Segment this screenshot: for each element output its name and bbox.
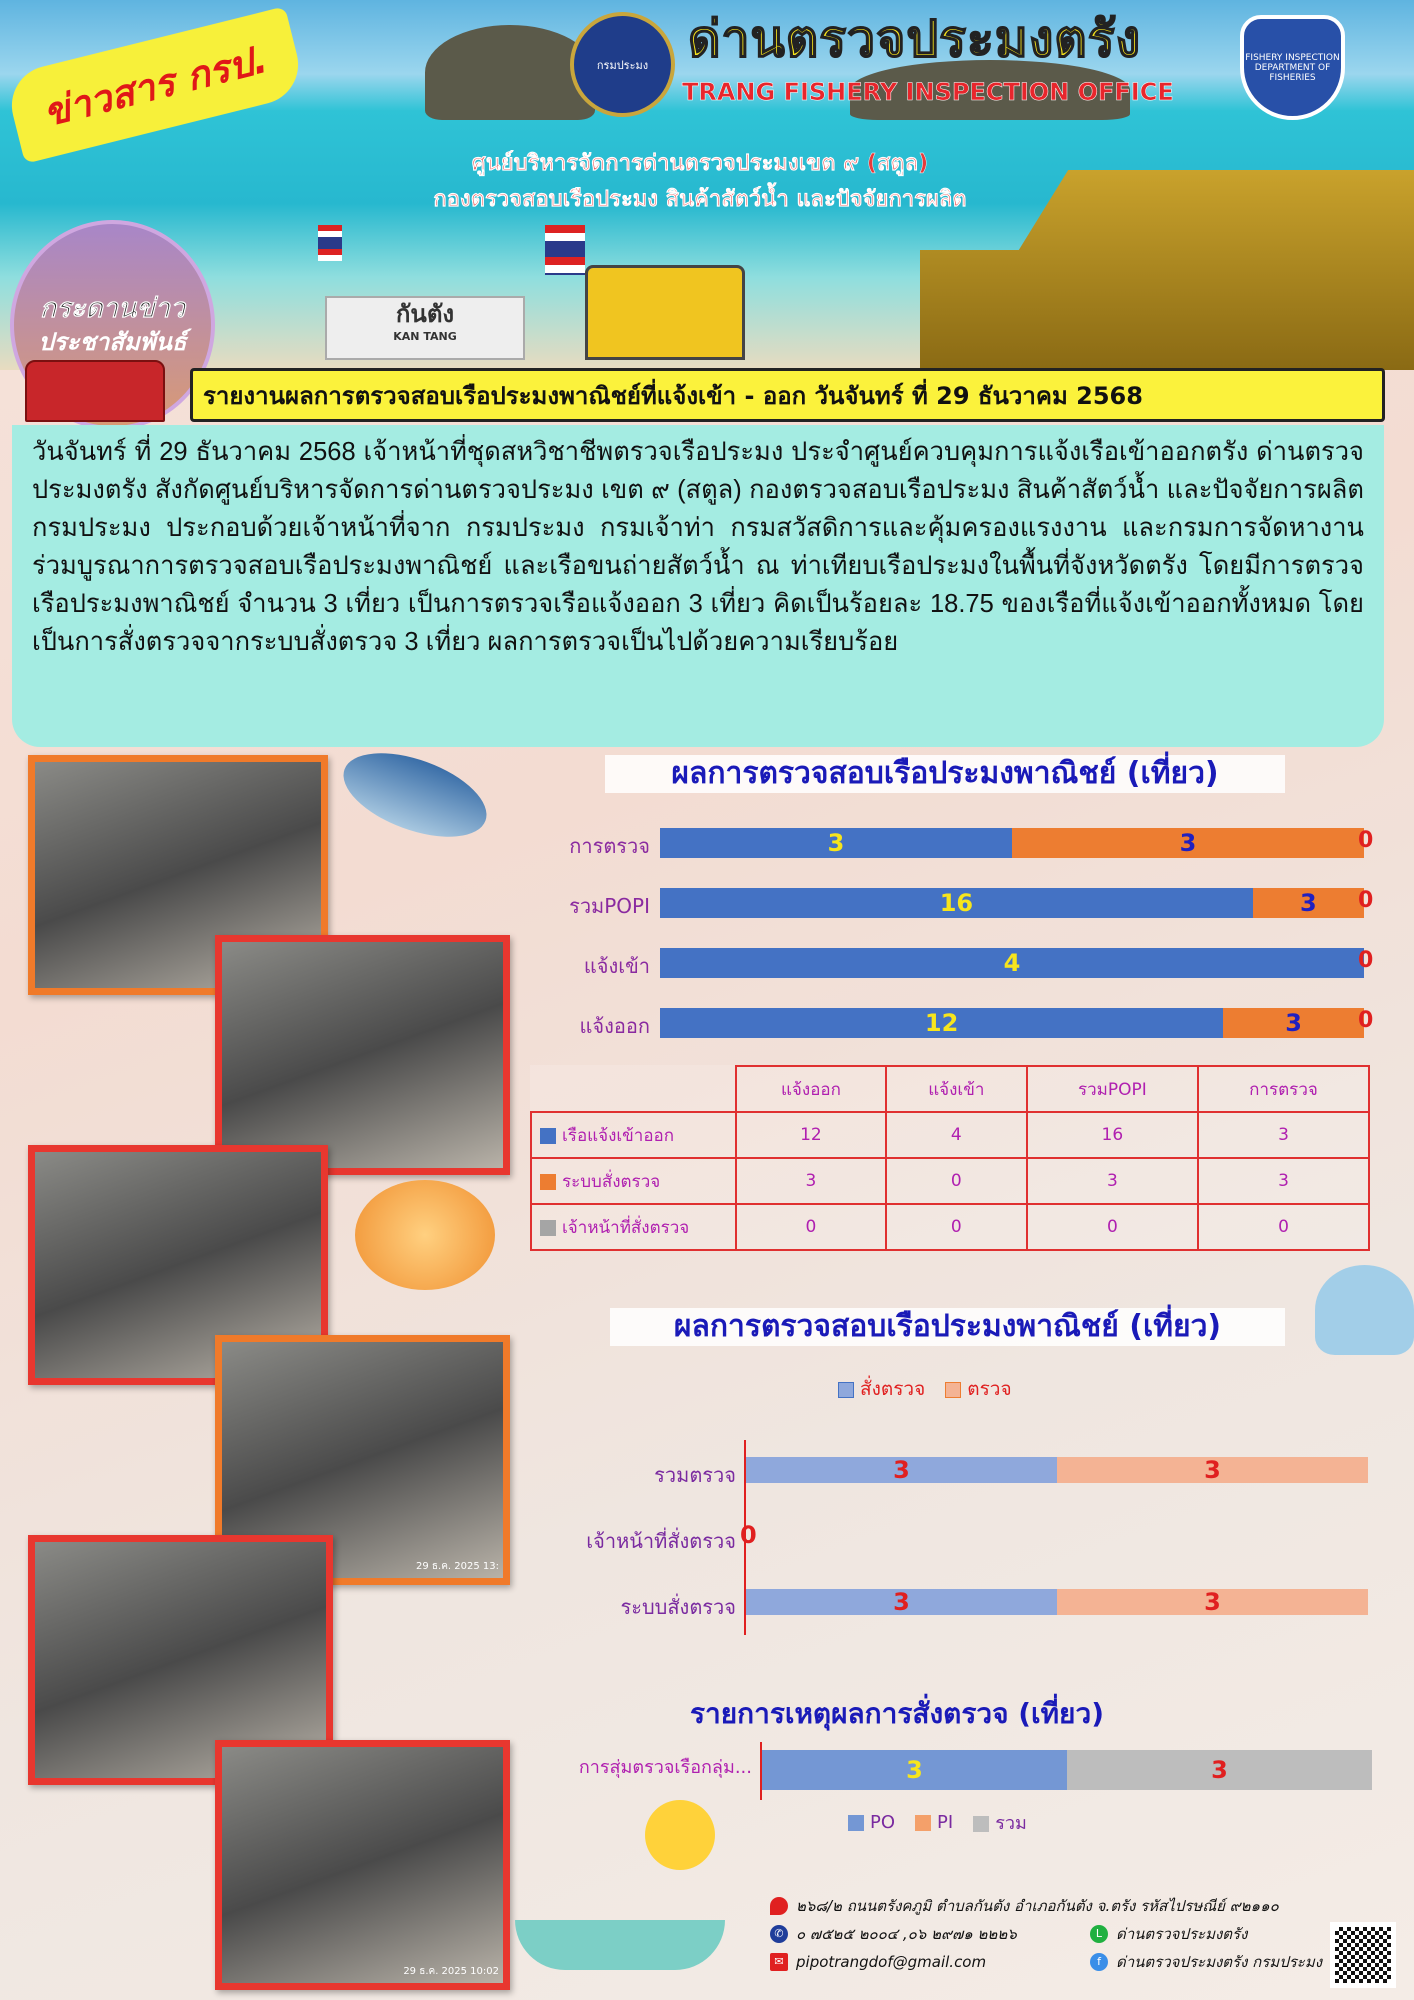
facebook-text[interactable]: ด่านตรวจประมงตรัง กรมประมง bbox=[1116, 1953, 1323, 1971]
table-cell: 12 bbox=[736, 1112, 886, 1158]
subtitle-division: กองตรวจสอบเรือประมง สินค้าสัตว์น้ำ และปัจจัยการผลิต bbox=[433, 187, 967, 212]
table-corner bbox=[531, 1066, 736, 1112]
legend-swatch-icon bbox=[915, 1815, 931, 1831]
category-label: แจ้งเข้า bbox=[583, 954, 650, 978]
station-sign bbox=[325, 296, 525, 360]
stacked-bar bbox=[660, 1008, 1364, 1038]
table-cell: 3 bbox=[1198, 1112, 1369, 1158]
legend-label: PI bbox=[937, 1812, 954, 1833]
table-cell: 0 bbox=[1198, 1204, 1369, 1250]
bar-segment-เรือแจ้งเข้าออก: 4 bbox=[660, 948, 1364, 978]
chart3-title: รายการเหตุผลการสั่งตรวจ (เที่ยว) bbox=[690, 1697, 1104, 1730]
table-header: แจ้งออก bbox=[736, 1066, 886, 1112]
stacked-bar bbox=[660, 948, 1364, 978]
category-label: เจ้าหน้าที่สั่งตรวจ bbox=[586, 1529, 736, 1553]
location-pin-icon bbox=[770, 1897, 788, 1915]
table-cell: 4 bbox=[886, 1112, 1027, 1158]
email-text[interactable]: pipotrangdof@gmail.com bbox=[796, 1953, 987, 1971]
photo-timestamp: 29 ธ.ค. 2025 10:02 bbox=[403, 1966, 499, 1977]
bar-segment-PO: 3 bbox=[762, 1750, 1067, 1790]
legend-swatch-icon bbox=[945, 1382, 961, 1398]
legend-label: ตรวจ bbox=[967, 1378, 1012, 1400]
category-label: รวมตรวจ bbox=[654, 1463, 736, 1487]
table-cell: 3 bbox=[736, 1158, 886, 1204]
line-contact[interactable] bbox=[1090, 1924, 1247, 1944]
row-label bbox=[531, 1158, 736, 1204]
department-of-fisheries-logo: กรมประมง bbox=[570, 12, 675, 117]
table-header: การตรวจ bbox=[1198, 1066, 1369, 1112]
table-cell: 0 bbox=[886, 1158, 1027, 1204]
table-cell: 0 bbox=[886, 1204, 1027, 1250]
zero-data-label: 0 bbox=[740, 1521, 757, 1549]
chart3-legend bbox=[848, 1808, 1027, 1837]
table-row bbox=[531, 1204, 1369, 1250]
data-label: 0 bbox=[1358, 828, 1374, 853]
stacked-bar bbox=[762, 1750, 1372, 1790]
table-cell: 3 bbox=[1027, 1158, 1198, 1204]
bar-segment-เรือแจ้งเข้าออก: 12 bbox=[660, 1008, 1223, 1038]
train-image bbox=[585, 265, 745, 360]
row-label bbox=[531, 1204, 736, 1250]
badge-line-2: ประชาสัมพันธ์ bbox=[38, 328, 187, 356]
office-title-th: ด่านตรวจประมงตรัง bbox=[688, 10, 1141, 68]
stacked-bar bbox=[746, 1589, 1368, 1615]
chart1-data-table bbox=[530, 1065, 1370, 1251]
fishing-boat-illustration bbox=[515, 1920, 725, 1970]
inspection-photo bbox=[215, 1740, 510, 1990]
bar-segment-ระบบสั่งตรวจ: 3 bbox=[1223, 1008, 1364, 1038]
legend-label: สั่งตรวจ bbox=[860, 1378, 926, 1400]
address-text: ๒๖๘/๒ ถนนตรังคภูมิ ตำบลกันตัง อำเภอกันตัง จ.ตรัง รหัสไปรษณีย์ ๙๒๑๑๐ bbox=[796, 1897, 1279, 1915]
row-label bbox=[531, 1112, 736, 1158]
thai-flag-icon bbox=[318, 225, 342, 261]
email-icon: ✉ bbox=[770, 1953, 788, 1971]
station-sign-th: กันตัง bbox=[395, 300, 455, 328]
data-label: 0 bbox=[1358, 948, 1374, 973]
island-image bbox=[425, 25, 595, 120]
table-row bbox=[531, 1158, 1369, 1204]
legend-swatch-icon bbox=[973, 1816, 989, 1832]
row-label-text: ระบบสั่งตรวจ bbox=[562, 1171, 661, 1192]
legend-item bbox=[973, 1808, 1027, 1837]
bar-segment-ตรวจ: 3 bbox=[1057, 1589, 1368, 1615]
table-cell: 0 bbox=[1027, 1204, 1198, 1250]
legend-swatch-icon bbox=[848, 1815, 864, 1831]
category-label: แจ้งออก bbox=[579, 1014, 650, 1038]
row-label-text: เจ้าหน้าที่สั่งตรวจ bbox=[562, 1217, 690, 1238]
legend-label: รวม bbox=[995, 1813, 1027, 1834]
jellyfish-illustration bbox=[1315, 1265, 1414, 1355]
chart2-title: ผลการตรวจสอบเรือประมงพาณิชย์ (เที่ยว) bbox=[610, 1308, 1285, 1346]
data-label: 0 bbox=[1358, 1008, 1374, 1033]
stacked-bar bbox=[746, 1523, 1368, 1549]
station-sign-en: KAN TANG bbox=[393, 330, 457, 343]
table-cell: 3 bbox=[1198, 1158, 1369, 1204]
stacked-bar bbox=[746, 1457, 1368, 1483]
table-header: รวมPOPI bbox=[1027, 1066, 1198, 1112]
table-cell: 0 bbox=[736, 1204, 886, 1250]
category-label: การสุ่มตรวจเรือกลุ่ม... bbox=[578, 1757, 752, 1778]
bar-segment-ตรวจ: 3 bbox=[1057, 1457, 1368, 1483]
table-cell: 16 bbox=[1027, 1112, 1198, 1158]
legend-swatch-icon bbox=[838, 1382, 854, 1398]
phone-icon: ✆ bbox=[770, 1925, 788, 1943]
chart1-title: ผลการตรวจสอบเรือประมงพาณิชย์ (เที่ยว) bbox=[605, 755, 1285, 793]
category-label: รวมPOPI bbox=[569, 894, 650, 918]
legend-label: PO bbox=[870, 1812, 896, 1833]
sun-illustration bbox=[645, 1800, 715, 1870]
chart2-legend bbox=[838, 1374, 1012, 1404]
data-label: 0 bbox=[1358, 888, 1374, 913]
bar-segment-รวม: 3 bbox=[1067, 1750, 1372, 1790]
stacked-bar bbox=[660, 828, 1364, 858]
report-title: รายงานผลการตรวจสอบเรือประมงพาณิชย์ที่แจ้งเข้า - ออก วันจันทร์ ที่ 29 ธันวาคม 2568 bbox=[190, 368, 1385, 422]
legend-swatch-icon bbox=[540, 1128, 556, 1144]
bar-segment-เรือแจ้งเข้าออก: 16 bbox=[660, 888, 1253, 918]
fishery-inspection-logo: FISHERY INSPECTION DEPARTMENT OF FISHERIES bbox=[1240, 15, 1345, 120]
table-row bbox=[531, 1112, 1369, 1158]
phone-text: ๐ ๗๕๒๕ ๒๐๐๔ ,๐๖ ๒๙๗๑ ๒๒๒๖ bbox=[796, 1925, 1017, 1943]
line-icon: L bbox=[1090, 1925, 1108, 1943]
legend-swatch-icon bbox=[540, 1174, 556, 1190]
bar-segment-สั่งตรวจ: 3 bbox=[746, 1457, 1057, 1483]
legend-item bbox=[848, 1812, 895, 1833]
newsletter-tag: ข่าวสาร กรป. bbox=[3, 6, 306, 163]
stacked-bar bbox=[660, 888, 1364, 918]
thai-flag-icon bbox=[545, 225, 585, 275]
qr-code[interactable] bbox=[1330, 1922, 1396, 1988]
clownfish-illustration bbox=[355, 1180, 495, 1290]
legend-item bbox=[945, 1374, 1011, 1404]
address bbox=[770, 1896, 1279, 1916]
email[interactable] bbox=[770, 1952, 986, 1972]
qr-code-pattern bbox=[1335, 1927, 1391, 1983]
subtitle-center: ศูนย์บริหารจัดการด่านตรวจประมงเขต ๙ (สตูล) bbox=[471, 151, 929, 176]
badge-line-1: กระดานข่าว bbox=[39, 293, 186, 324]
row-label-text: เรือแจ้งเข้าออก bbox=[562, 1125, 675, 1146]
report-paragraph: วันจันทร์ ที่ 29 ธันวาคม 2568 เจ้าหน้าที่ชุดสหวิชาชีพตรวจเรือประมง ประจำศูนย์ควบคุมการแจ้งเรือเข้าออกตรัง ด่านตรวจประมงตรัง สังกัดศูนย์บริหารจัดการด่านตรวจประมง เขต ๙ (สตูล) กองตรวจสอบเรือประมง สินค้าสัตว์น้ำ และปัจจัยการผลิต กรมประมง ประกอบด้วยเจ้าหน้าที่จาก กรมประมง กรมเจ้าท่า กรมสวัสดิการและคุ้มครองแรงงาน และกรมการจัดหางาน ร่วมบูรณาการตรวจสอบเรือประมงพาณิชย์ และเรือขนถ่ายสัตว์น้ำ ณ ท่าเทียบเรือประมงในพื้นที่จังหวัดตรัง โดยมีการตรวจเรือประมงพาณิชย์ จำนวน 3 เที่ยว เป็นการตรวจเรือแจ้งออก 3 เที่ยว คิดเป็นร้อยละ 18.75 ของเรือที่แจ้งเข้าออกทั้งหมด โดยเป็นการสั่งตรวจจากระบบสั่งตรวจ 3 เที่ยว ผลการตรวจเป็นไปด้วยความเรียบร้อย bbox=[12, 425, 1384, 747]
bar-segment-สั่งตรวจ: 3 bbox=[746, 1589, 1057, 1615]
table-header-row bbox=[531, 1066, 1369, 1112]
table-header: แจ้งเข้า bbox=[886, 1066, 1027, 1112]
bar-segment-เรือแจ้งเข้าออก: 3 bbox=[660, 828, 1012, 858]
facebook-contact[interactable] bbox=[1090, 1952, 1322, 1972]
phone bbox=[770, 1924, 1017, 1944]
legend-swatch-icon bbox=[540, 1220, 556, 1236]
category-label: การตรวจ bbox=[569, 834, 650, 858]
legend-item bbox=[915, 1812, 953, 1833]
bar-segment-ระบบสั่งตรวจ: 3 bbox=[1012, 828, 1364, 858]
category-label: ระบบสั่งตรวจ bbox=[620, 1595, 736, 1619]
train-icon bbox=[25, 360, 165, 422]
bar-segment-ระบบสั่งตรวจ: 3 bbox=[1253, 888, 1364, 918]
legend-item bbox=[838, 1374, 925, 1404]
line-text[interactable]: ด่านตรวจประมงตรัง bbox=[1116, 1925, 1248, 1943]
office-title-en: TRANG FISHERY INSPECTION OFFICE bbox=[682, 78, 1174, 106]
photo-timestamp: 29 ธ.ค. 2025 13: bbox=[416, 1561, 499, 1572]
facebook-icon: f bbox=[1090, 1953, 1108, 1971]
